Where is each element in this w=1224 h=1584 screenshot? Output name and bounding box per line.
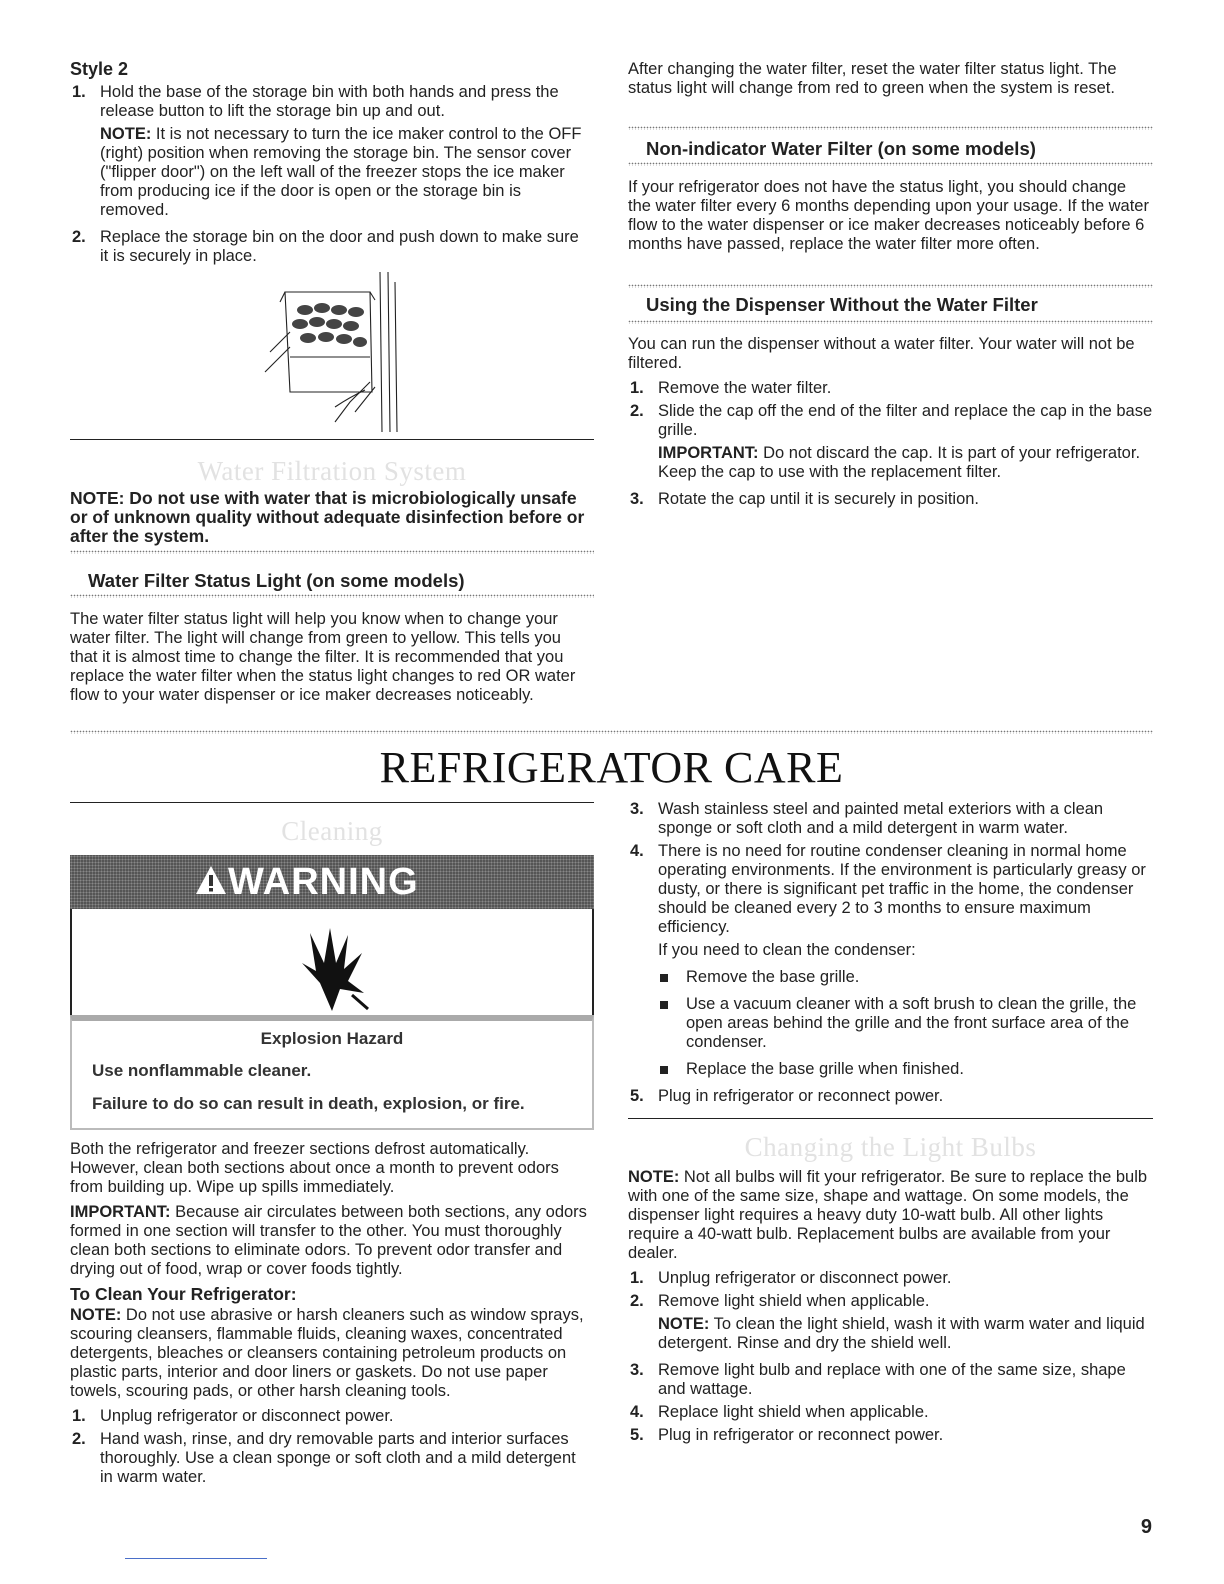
divider <box>628 284 1153 288</box>
warning-label: WARNING <box>194 862 524 902</box>
cleaning-continued <box>628 800 1153 1110</box>
divider <box>70 594 594 598</box>
defrost-text: Both the refrigerator and freezer sections defrost automatically. However, clean both sections about once a month to prevent odors from building up. Wipe up spills immediately. <box>70 1140 559 1196</box>
cap-important-note: IMPORTANT: Do not discard the cap. It is part of your refrigerator. Keep the cap to use with the replacement filter. <box>658 444 1141 481</box>
storage-bin-note: NOTE: It is not necessary to turn the ice maker control to the OFF (right) position when removing the storage bin. The sensor cover ("flipper door") on the left wall of the freezer stops the ice maker from producing ice if the door is open or the storage bin is removed. <box>100 125 582 219</box>
explosion-icon <box>292 923 372 1013</box>
warning-triangle-icon <box>194 864 228 896</box>
list-item: 5. Plug in refrigerator or reconnect power. <box>630 1426 944 1444</box>
cleaners-note: NOTE: Do not use abrasive or harsh cleaners such as window sprays, scouring cleansers, flammable fluids, cleaning waxes, concentrated detergents, bleaches or cleansers containing petroleum products on plastic parts, interior and door liners or gaskets. Do not use paper towels, scouring pads, or other harsh cleaning tools. <box>70 1306 584 1400</box>
divider <box>70 802 594 803</box>
water-filtration-title: Water Filtration System <box>197 456 467 486</box>
refrigerator-care-title: REFRIGERATOR CARE <box>379 743 844 792</box>
warning-box <box>70 855 594 1130</box>
list-item: 1. Hold the base of the storage bin with both hands and press the release button to lift the storage bin up and out. <box>72 83 559 120</box>
reset-text: After changing the water filter, reset the water filter status light. The status light will change from red to green when the system is reset. <box>628 60 1117 97</box>
list-item: 4. There is no need for routine condenser cleaning in normal home operating environments. If the environment is particularly greasy or dusty, or there is significant pet traffic in the home, the condenser should be cleaned every 2 to 3 months to ensure maximum efficiency. <box>630 842 1146 936</box>
list-item: Use a vacuum cleaner with a soft brush to clean the grille, the open areas behind the grille and the front surface area of the condenser. <box>658 995 1153 1052</box>
divider <box>628 1118 1153 1119</box>
divider <box>628 320 1153 324</box>
list-item: 1. Remove the water filter. <box>630 379 832 397</box>
hazard-title: Explosion Hazard <box>260 1029 404 1048</box>
warning-header <box>70 855 594 909</box>
style2-section <box>70 60 590 270</box>
hazard-line2: Failure to do so can result in death, explosion, or fire. <box>92 1094 525 1113</box>
status-light-heading: Water Filter Status Light (on some models) <box>88 570 465 591</box>
list-item: 2. Replace the storage bin on the door and push down to make sure it is securely in place. <box>72 228 579 265</box>
hazard-message <box>70 1015 594 1130</box>
divider <box>628 126 1153 130</box>
list-item: Replace the base grille when finished. <box>658 1060 1153 1079</box>
divider <box>628 162 1153 166</box>
list-item: 3. Wash stainless steel and painted metal exteriors with a clean sponge or soft cloth and a mild detergent in warm water. <box>630 800 1104 837</box>
odor-important-note: IMPORTANT: Because air circulates between both sections, any odors formed in one section will transfer to the other. You must thoroughly clean both sections to eliminate odors. To prevent odor transfer and drying out of food, wrap or cover foods tightly. <box>70 1203 587 1278</box>
list-item: 3. Remove light bulb and replace with one of the same size, shape and wattage. <box>630 1361 1126 1398</box>
list-item: 5. Plug in refrigerator or reconnect power. <box>630 1087 944 1105</box>
footer-line <box>125 1558 267 1559</box>
list-item: 2. Slide the cap off the end of the filter and replace the cap in the base grille. <box>630 402 1153 439</box>
to-clean-heading: To Clean Your Refrigerator: <box>70 1284 297 1304</box>
divider <box>70 730 1153 734</box>
hazard-line1: Use nonflammable cleaner. <box>92 1061 312 1080</box>
divider <box>70 550 594 554</box>
list-item: 2. Hand wash, rinse, and dry removable parts and interior surfaces thoroughly. Use a clean sponge or soft cloth and a mild detergent in warm water. <box>72 1430 576 1486</box>
without-filter-text: You can run the dispenser without a water filter. Your water will not be filtered. <box>628 335 1135 372</box>
list-item: 2. Remove light shield when applicable. <box>630 1292 930 1310</box>
condenser-intro: If you need to clean the condenser: <box>658 941 916 959</box>
shield-note: NOTE: To clean the light shield, wash it with warm water and liquid detergent. Rinse and dry the shield well. <box>658 1315 1145 1352</box>
non-indicator-heading: Non-indicator Water Filter (on some models) <box>646 138 1036 159</box>
without-filter-section <box>628 335 1153 513</box>
list-item: 1. Unplug refrigerator or disconnect power. <box>630 1269 952 1287</box>
bulb-note: NOTE: Not all bulbs will fit your refrigerator. Be sure to replace the bulb with one of the same size, shape and wattage. On some models, the dispenser light requires a heavy duty 10-watt bulb. All other lights require a 40-watt bulb. Replacement bulbs are available from your dealer. <box>628 1168 1148 1262</box>
divider <box>70 439 594 440</box>
list-item: 1. Unplug refrigerator or disconnect power. <box>72 1407 394 1425</box>
water-safety-note: NOTE: Do not use with water that is microbiologically unsafe or of unknown quality without adequate disinfection before or after the system. <box>70 488 585 546</box>
list-item: Remove the base grille. <box>658 968 1153 987</box>
list-item: 4. Replace light shield when applicable. <box>630 1403 929 1421</box>
cleaning-body <box>70 1140 590 1491</box>
page-number: 9 <box>1140 1516 1152 1538</box>
cleaning-title: Cleaning <box>281 816 383 846</box>
light-bulbs-body <box>628 1168 1153 1449</box>
light-bulbs-title: Changing the Light Bulbs <box>744 1132 1037 1162</box>
storage-bin-illustration <box>250 272 410 432</box>
status-light-text: The water filter status light will help you know when to change your water filter. The light will change from green to yellow. This tells you that it is almost time to change the filter. It is recommended that you replace the water filter when the status light changes to red OR water flow to your water dispenser or ice maker decreases noticeably. <box>70 610 576 704</box>
style2-heading: Style 2 <box>70 59 129 79</box>
list-item: 3. Rotate the cap until it is securely in position. <box>630 490 980 508</box>
non-indicator-text: If your refrigerator does not have the status light, you should change the water filter every 6 months depending upon your usage. If the water flow to the water dispenser or ice maker decreases noticeably before 6 months have passed, replace the water filter more often. <box>628 178 1149 253</box>
without-filter-heading: Using the Dispenser Without the Water Filter <box>646 294 1038 315</box>
